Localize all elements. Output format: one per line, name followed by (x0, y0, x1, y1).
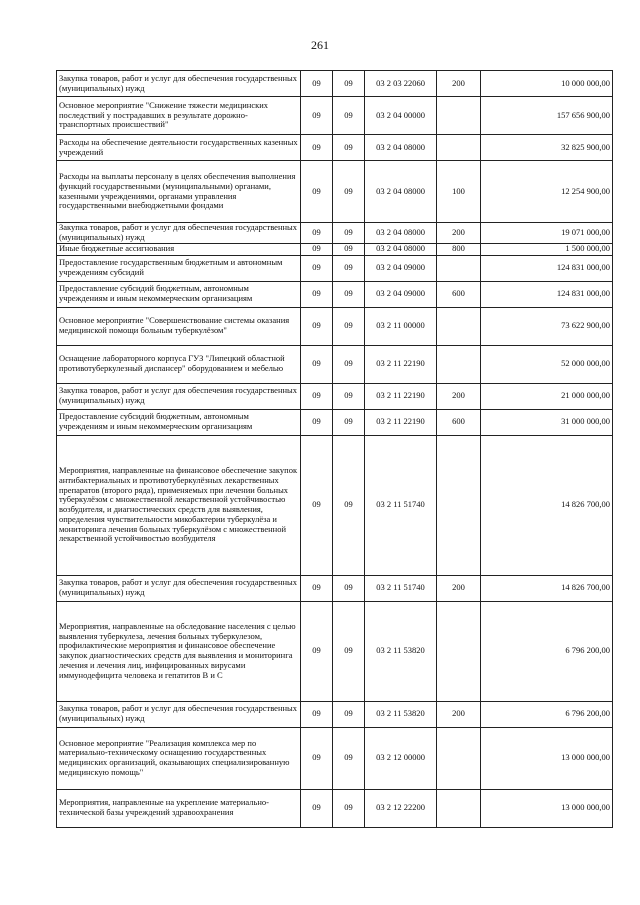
cell-csr: 03 2 03 22060 (365, 71, 437, 97)
cell-sum: 10 000 000,00 (481, 71, 613, 97)
cell-desc: Основное мероприятие "Совершенствование системы оказания медицинской помощи больным туберкулёзом" (57, 307, 301, 345)
budget-table (56, 70, 613, 828)
cell-sum: 21 000 000,00 (481, 383, 613, 409)
cell-csr: 03 2 11 22190 (365, 345, 437, 383)
table-row (57, 727, 613, 789)
cell-vr (437, 435, 481, 575)
cell-desc: Иные бюджетные ассигнования (57, 243, 301, 255)
cell-sum: 124 831 000,00 (481, 255, 613, 281)
cell-pr: 09 (333, 243, 365, 255)
cell-pr: 09 (333, 601, 365, 701)
cell-csr: 03 2 12 00000 (365, 727, 437, 789)
cell-sum: 52 000 000,00 (481, 345, 613, 383)
cell-csr: 03 2 04 08000 (365, 243, 437, 255)
cell-pr: 09 (333, 575, 365, 601)
cell-rz: 09 (301, 409, 333, 435)
cell-sum: 19 071 000,00 (481, 223, 613, 244)
page-number: 261 (311, 38, 329, 52)
cell-csr: 03 2 04 08000 (365, 135, 437, 161)
table-row (57, 409, 613, 435)
cell-rz: 09 (301, 701, 333, 727)
cell-rz: 09 (301, 135, 333, 161)
cell-pr: 09 (333, 71, 365, 97)
cell-desc: Мероприятия, направленные на финансовое обеспечение закупок антибактериальных и противотуберкулёзных лекарственных препаратов (второго ряда), применяемых при лечении больных туберкулёзом с множественной лекарственной устойчивостью возбудителя, и диагностических средств для выявления, определения чувствительности микобактерии туберкулёза и мониторинга лечения больных туберкулёзом с множественной лекарственной устойчивостью возбудителя (57, 435, 301, 575)
table-row (57, 255, 613, 281)
cell-vr: 200 (437, 383, 481, 409)
table-row (57, 345, 613, 383)
cell-rz: 09 (301, 97, 333, 135)
cell-rz: 09 (301, 71, 333, 97)
cell-rz: 09 (301, 435, 333, 575)
cell-rz: 09 (301, 243, 333, 255)
cell-vr (437, 255, 481, 281)
table-row (57, 435, 613, 575)
cell-vr: 200 (437, 71, 481, 97)
cell-desc: Закупка товаров, работ и услуг для обеспечения государственных (муниципальных) нужд (57, 223, 301, 244)
cell-vr (437, 135, 481, 161)
cell-rz: 09 (301, 345, 333, 383)
cell-vr: 200 (437, 223, 481, 244)
cell-sum: 13 000 000,00 (481, 727, 613, 789)
cell-desc: Основное мероприятие "Реализация комплекса мер по материально-техническому оснащению государственных медицинских организаций, оказывающих специализированную медицинскую помощь" (57, 727, 301, 789)
cell-sum: 157 656 900,00 (481, 97, 613, 135)
cell-rz: 09 (301, 601, 333, 701)
cell-rz: 09 (301, 789, 333, 827)
cell-csr: 03 2 04 09000 (365, 255, 437, 281)
cell-csr: 03 2 04 09000 (365, 281, 437, 307)
cell-pr: 09 (333, 409, 365, 435)
cell-desc: Предоставление субсидий бюджетным, автономным учреждениям и иным некоммерческим организациям (57, 281, 301, 307)
cell-desc: Закупка товаров, работ и услуг для обеспечения государственных (муниципальных) нужд (57, 383, 301, 409)
cell-sum: 124 831 000,00 (481, 281, 613, 307)
cell-desc: Предоставление государственным бюджетным и автономным учреждениям субсидий (57, 255, 301, 281)
cell-vr: 200 (437, 701, 481, 727)
cell-pr: 09 (333, 727, 365, 789)
cell-csr: 03 2 11 51740 (365, 575, 437, 601)
cell-pr: 09 (333, 255, 365, 281)
table-row (57, 161, 613, 223)
table-row (57, 701, 613, 727)
table-row (57, 243, 613, 255)
cell-csr: 03 2 11 51740 (365, 435, 437, 575)
cell-rz: 09 (301, 383, 333, 409)
cell-desc: Предоставление субсидий бюджетным, автономным учреждениям и иным некоммерческим организациям (57, 409, 301, 435)
cell-rz: 09 (301, 727, 333, 789)
cell-pr: 09 (333, 223, 365, 244)
cell-csr: 03 2 04 00000 (365, 97, 437, 135)
table-row (57, 223, 613, 244)
cell-pr: 09 (333, 97, 365, 135)
cell-vr: 100 (437, 161, 481, 223)
cell-pr: 09 (333, 281, 365, 307)
cell-sum: 14 826 700,00 (481, 435, 613, 575)
cell-csr: 03 2 11 53820 (365, 701, 437, 727)
cell-rz: 09 (301, 575, 333, 601)
table-row (57, 71, 613, 97)
cell-rz: 09 (301, 281, 333, 307)
cell-rz: 09 (301, 307, 333, 345)
cell-desc: Закупка товаров, работ и услуг для обеспечения государственных (муниципальных) нужд (57, 575, 301, 601)
table-row (57, 97, 613, 135)
cell-sum: 1 500 000,00 (481, 243, 613, 255)
table-row (57, 307, 613, 345)
cell-rz: 09 (301, 223, 333, 244)
cell-vr: 600 (437, 281, 481, 307)
cell-csr: 03 2 04 08000 (365, 223, 437, 244)
cell-pr: 09 (333, 435, 365, 575)
cell-pr: 09 (333, 383, 365, 409)
cell-csr: 03 2 11 22190 (365, 383, 437, 409)
cell-desc: Расходы на выплаты персоналу в целях обеспечения выполнения функций государственными (муниципальными) органами, казенными учреждениями, органами управления государственными внебюджетными фондами (57, 161, 301, 223)
cell-sum: 13 000 000,00 (481, 789, 613, 827)
cell-vr: 200 (437, 575, 481, 601)
table-row (57, 383, 613, 409)
cell-csr: 03 2 12 22200 (365, 789, 437, 827)
cell-pr: 09 (333, 701, 365, 727)
cell-pr: 09 (333, 345, 365, 383)
cell-desc: Закупка товаров, работ и услуг для обеспечения государственных (муниципальных) нужд (57, 71, 301, 97)
table-row (57, 135, 613, 161)
cell-rz: 09 (301, 255, 333, 281)
cell-vr (437, 307, 481, 345)
cell-pr: 09 (333, 161, 365, 223)
cell-vr (437, 727, 481, 789)
cell-pr: 09 (333, 307, 365, 345)
cell-desc: Закупка товаров, работ и услуг для обеспечения государственных (муниципальных) нужд (57, 701, 301, 727)
table-row (57, 789, 613, 827)
cell-desc: Мероприятия, направленные на обследование населения с целью выявления туберкулеза, лечения больных туберкулезом, профилактические мероприятия и финансовое обеспечение закупок диагностических средств для выявления и мониторинга лечения и лечения лиц, инфицированных вирусами иммунодефицита человека и гепатитов В и С (57, 601, 301, 701)
cell-sum: 12 254 900,00 (481, 161, 613, 223)
cell-vr (437, 789, 481, 827)
cell-vr (437, 601, 481, 701)
cell-pr: 09 (333, 789, 365, 827)
cell-csr: 03 2 11 22190 (365, 409, 437, 435)
cell-csr: 03 2 11 53820 (365, 601, 437, 701)
cell-sum: 31 000 000,00 (481, 409, 613, 435)
cell-vr (437, 97, 481, 135)
table-row (57, 601, 613, 701)
cell-csr: 03 2 04 08000 (365, 161, 437, 223)
cell-pr: 09 (333, 135, 365, 161)
cell-sum: 14 826 700,00 (481, 575, 613, 601)
cell-desc: Основное мероприятие "Снижение тяжести медицинских последствий у пострадавших в результате дорожно-транспортных происшествий" (57, 97, 301, 135)
cell-desc: Мероприятия, направленные на укрепление материально-технической базы учреждений здравоохранения (57, 789, 301, 827)
cell-vr (437, 345, 481, 383)
cell-csr: 03 2 11 00000 (365, 307, 437, 345)
cell-sum: 73 622 900,00 (481, 307, 613, 345)
cell-vr: 600 (437, 409, 481, 435)
cell-rz: 09 (301, 161, 333, 223)
cell-sum: 32 825 900,00 (481, 135, 613, 161)
cell-sum: 6 796 200,00 (481, 601, 613, 701)
cell-sum: 6 796 200,00 (481, 701, 613, 727)
table-row (57, 575, 613, 601)
cell-vr: 800 (437, 243, 481, 255)
cell-desc: Оснащение лабораторного корпуса ГУЗ "Липецкий областной противотуберкулезный диспансер" оборудованием и мебелью (57, 345, 301, 383)
cell-desc: Расходы на обеспечение деятельности государственных казенных учреждений (57, 135, 301, 161)
table-row (57, 281, 613, 307)
